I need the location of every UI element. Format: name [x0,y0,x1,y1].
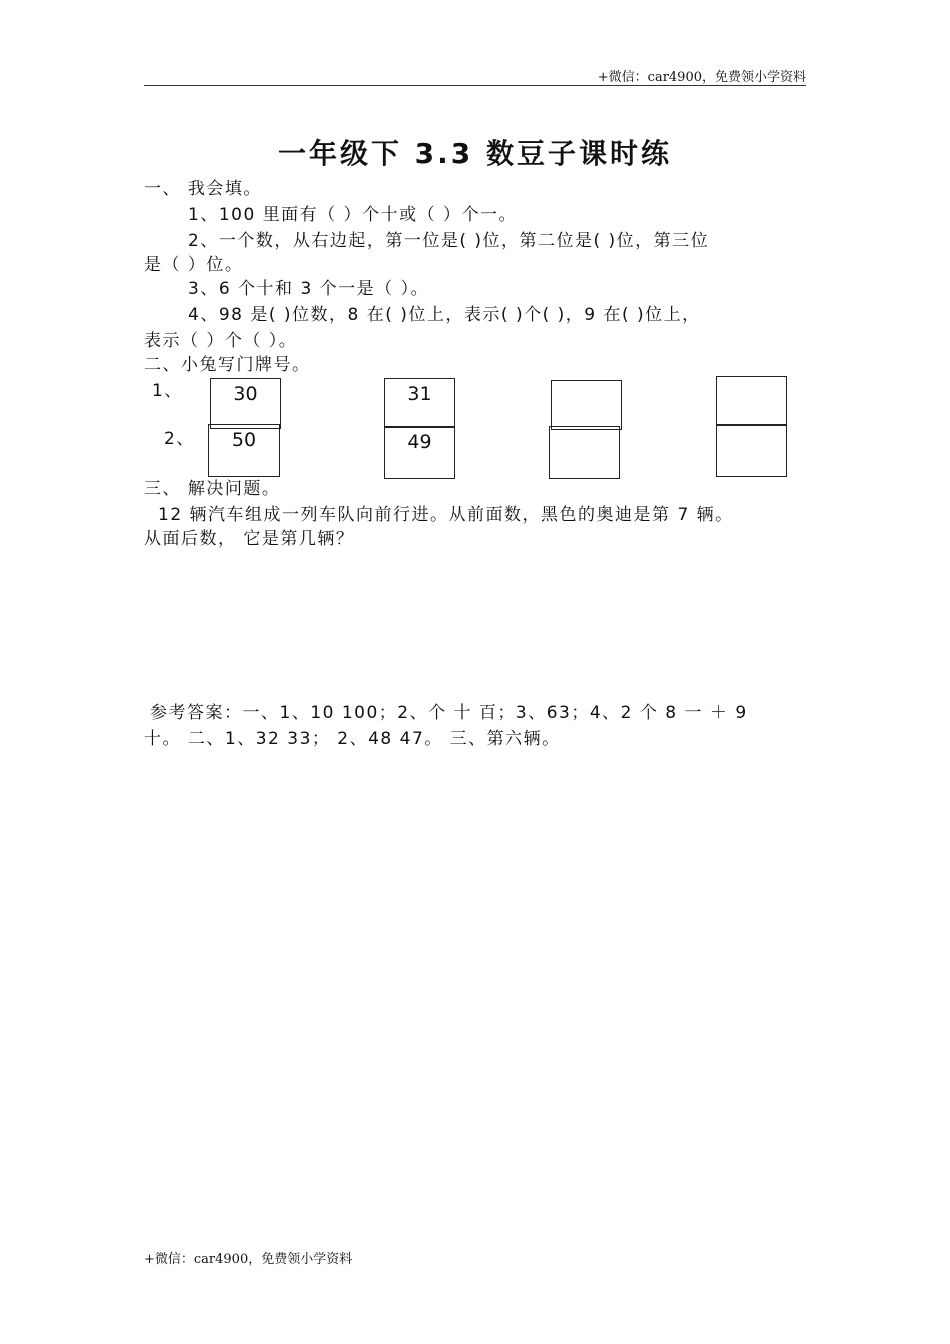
section3-heading: 三、 解决问题。 [144,479,281,499]
door-number-box: 49 [384,426,455,479]
door-number-box: 30 [210,378,281,429]
section2-heading: 二、小兔写门牌号。 [144,355,311,375]
question-2-line2: 是（ ）位。 [144,255,244,275]
door-number-box[interactable] [551,380,622,430]
door-number-box: 31 [384,378,455,428]
section1-heading: 一、 我会填。 [144,179,262,199]
header-note: +微信：car4900，免费领小学资料 [597,70,806,85]
question-1: 1、100 里面有（ ）个十或（ ）个一。 [188,205,517,225]
question-2-line1: 2、一个数，从右边起，第一位是( )位，第二位是( )位，第三位 [188,231,710,251]
door-number-box[interactable] [716,424,787,477]
problem-line2: 从面后数， 它是第几辆？ [144,529,355,549]
door-number-box[interactable] [549,426,620,479]
problem-line1: 12 辆汽车组成一列车队向前行进。从前面数，黑色的奥迪是第 7 辆。 [158,505,734,525]
door-number-box: 50 [208,424,280,477]
door-number-box[interactable] [716,376,787,426]
answer-key-line1: 参考答案：一、1、10 100；2、个 十 百；3、63；4、2 个 8 一 ＋ 9 [150,703,748,723]
row1-label: 1、 [152,381,183,401]
answer-key-line2: 十。 二、1、32 33； 2、48 47。 三、第六辆。 [144,729,561,749]
page-title: 一年级下 3.3 数豆子课时练 [277,137,673,170]
question-4-line2: 表示（ ）个（ ）。 [144,331,298,351]
header-rule [144,85,806,86]
footer-note: +微信：car4900，免费领小学资料 [144,1252,353,1267]
question-4-line1: 4、98 是( )位数，8 在( )位上，表示( )个( )，9 在( )位上， [188,305,701,325]
row2-label: 2、 [164,429,195,449]
question-3: 3、6 个十和 3 个一是（ ）。 [188,279,430,299]
